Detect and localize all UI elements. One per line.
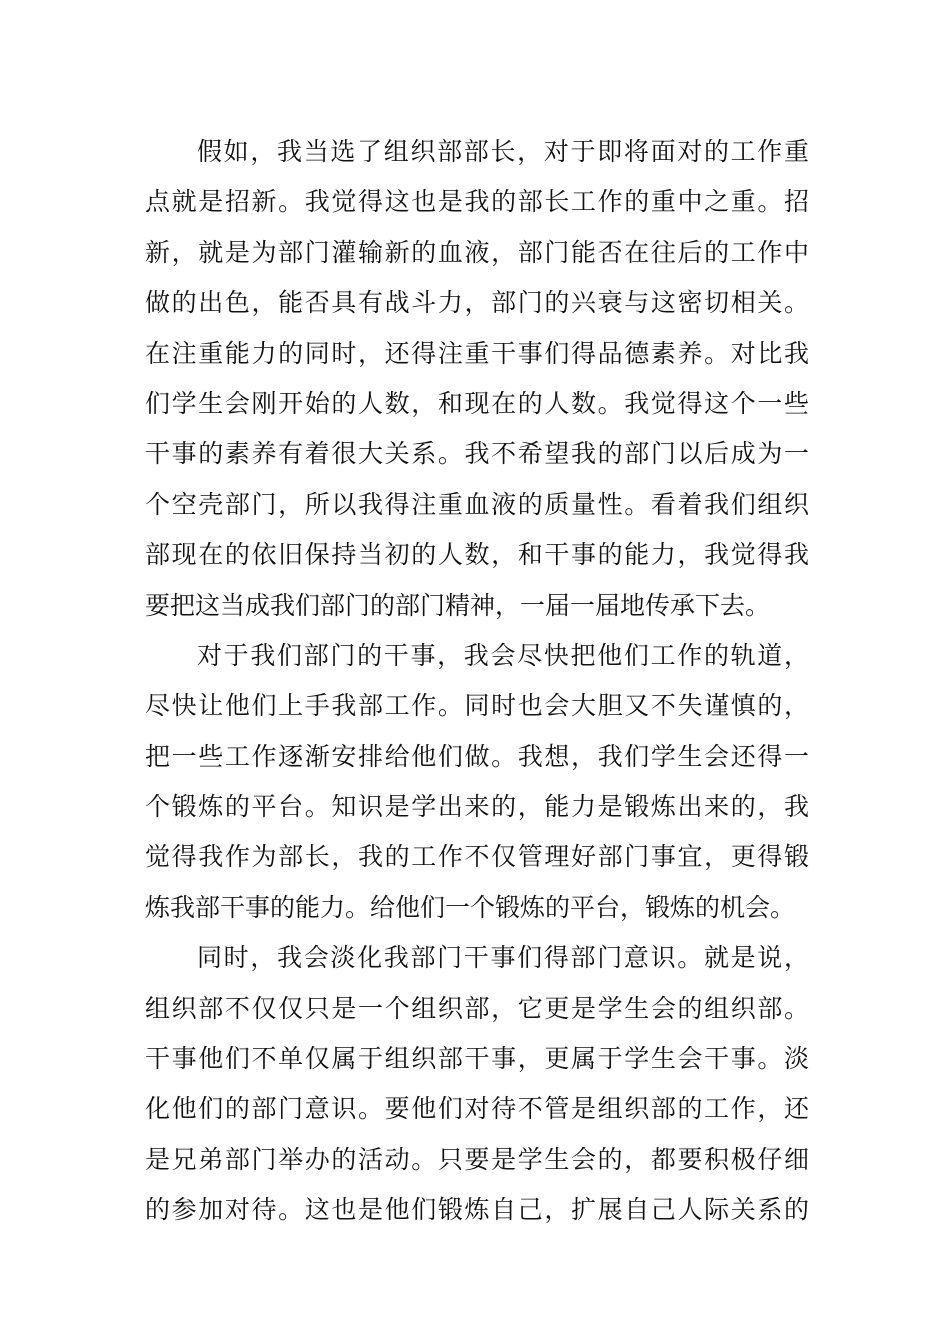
paragraph-line: 干事他们不单仅属于组织部干事，更属于学生会干事。淡	[145, 1044, 809, 1074]
paragraph-line: 在注重能力的同时，还得注重干事们得品德素养。对比我	[145, 338, 809, 368]
paragraph-line: 对于我们部门的干事，我会尽快把他们工作的轨道，	[197, 640, 809, 670]
paragraph-line: 化他们的部门意识。要他们对待不管是组织部的工作，还	[145, 1094, 809, 1124]
paragraph-3	[145, 933, 809, 1235]
paragraph-line: 组织部不仅仅只是一个组织部，它更是学生会的组织部。	[145, 993, 809, 1023]
paragraph-line: 假如，我当选了组织部部长，对于即将面对的工作重	[197, 137, 809, 166]
paragraph-line: 个锻炼的平台。知识是学出来的，能力是锻炼出来的，我	[145, 792, 809, 822]
paragraph-line: 同时，我会淡化我部门干事们得部门意识。就是说，	[197, 943, 809, 973]
paragraph-line: 觉得我作为部长，我的工作不仅管理好部门事宜，更得锻	[145, 842, 809, 872]
paragraph-line: 炼我部干事的能力。给他们一个锻炼的平台，锻炼的机会。	[145, 892, 796, 922]
paragraph-line: 们学生会刚开始的人数，和现在的人数。我觉得这个一些	[145, 388, 809, 418]
paragraph-line: 部现在的依旧保持当初的人数，和干事的能力，我觉得我	[145, 540, 809, 570]
paragraph-2	[145, 631, 809, 933]
paragraph-line: 做的出色，能否具有战斗力，部门的兴衰与这密切相关。	[145, 288, 809, 318]
paragraph-line: 把一些工作逐渐安排给他们做。我想，我们学生会还得一	[145, 741, 809, 771]
paragraph-line: 个空壳部门，所以我得注重血液的质量性。看着我们组织	[145, 489, 809, 519]
paragraph-line: 尽快让他们上手我部工作。同时也会大胆又不失谨慎的，	[145, 691, 809, 721]
paragraph-line: 是兄弟部门举办的活动。只要是学生会的，都要积极仔细	[145, 1144, 809, 1174]
paragraph-line: 新，就是为部门灌输新的血液，部门能否在往后的工作中	[145, 237, 809, 267]
paragraph-1	[145, 127, 809, 631]
paragraph-line: 的参加对待。这也是他们锻炼自己，扩展自己人际关系的	[145, 1195, 809, 1225]
paragraph-line: 要把这当成我们部门的部门精神，一届一届地传承下去。	[145, 590, 771, 620]
paragraph-line: 点就是招新。我觉得这也是我的部长工作的重中之重。招	[145, 187, 809, 217]
paragraph-line: 干事的素养有着很大关系。我不希望我的部门以后成为一	[145, 439, 809, 469]
document-body	[145, 127, 809, 1236]
